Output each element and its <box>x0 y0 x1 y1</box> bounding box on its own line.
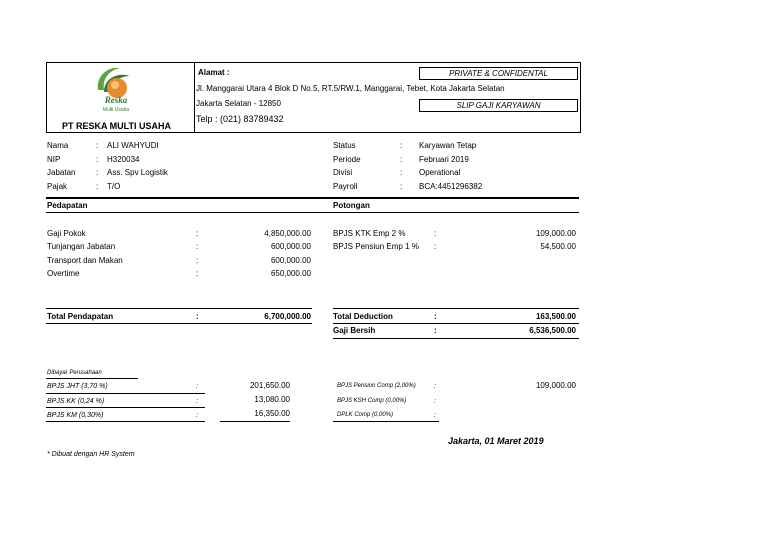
perusahaan-right-label: BPJS Pension Comp (2,00%) <box>337 383 416 389</box>
total-deduction-colon: : <box>434 312 437 321</box>
perusahaan-right-colon: : <box>434 412 436 419</box>
potongan-item-colon: : <box>434 242 437 251</box>
address-line1: Jl. Manggarai Utara 4 Blok D No.5, RT.5/RW.1, Manggarai, Tebet, Kota Jakarta Selatan <box>196 84 505 93</box>
total-pendapatan-value: 6,700,000.00 <box>264 312 311 321</box>
total-pendapatan-label: Total Pendapatan <box>47 312 114 321</box>
perusahaan-row-line <box>46 407 205 408</box>
gaji-bersih-value: 6,536,500.00 <box>529 326 576 335</box>
private-label: PRIVATE & CONFIDENTAL <box>419 67 578 80</box>
potongan-heading: Potongan <box>333 201 370 210</box>
header-top-border <box>46 62 581 63</box>
nip-value: H320034 <box>107 155 140 164</box>
potongan-item-colon: : <box>434 229 437 238</box>
perusahaan-item-value: 201,650.00 <box>249 381 290 390</box>
periode-label: Periode <box>333 155 361 164</box>
total-deduction-topline <box>333 308 579 309</box>
pajak-value: T/O <box>107 182 121 191</box>
company-name: PT RESKA MULTI USAHA <box>62 121 171 131</box>
pendapatan-item-label: Transport dan Makan <box>47 256 123 265</box>
pendapatan-item-value: 600,000.00 <box>270 242 311 251</box>
jabatan-colon: : <box>96 168 99 177</box>
perusahaan-item-colon: : <box>196 398 198 405</box>
address-line2: Jakarta Selatan - 12850 <box>196 99 281 108</box>
footer-note: * Dibuat dengan HR System <box>47 451 135 458</box>
slip-label: SLIP GAJI KARYAWAN <box>419 99 578 112</box>
status-colon: : <box>400 141 403 150</box>
perusahaan-row-line <box>46 421 205 422</box>
status-label: Status <box>333 141 356 150</box>
total-pendapatan-underline <box>46 323 312 324</box>
nip-colon: : <box>96 155 99 164</box>
perusahaan-item-value: 16,350.00 <box>254 409 290 418</box>
nip-label: NIP <box>47 155 61 164</box>
pajak-colon: : <box>96 182 99 191</box>
total-deduction-label: Total Deduction <box>333 312 393 321</box>
pendapatan-item-colon: : <box>196 269 199 278</box>
gaji-bersih-underline <box>333 338 579 339</box>
jabatan-label: Jabatan <box>47 168 76 177</box>
header-left-border <box>46 62 47 132</box>
perusahaan-right-line <box>333 421 439 422</box>
divisi-value: Operational <box>419 168 461 177</box>
payroll-value: BCA:4451296382 <box>419 182 483 191</box>
heading-underline <box>46 212 579 213</box>
total-pendapatan-colon: : <box>196 312 199 321</box>
pendapatan-item-value: 650,000.00 <box>270 269 311 278</box>
total-pendapatan-topline <box>46 308 312 309</box>
pendapatan-item-value: 4,850,000.00 <box>264 229 311 238</box>
perusahaan-row-line <box>46 393 205 394</box>
perusahaan-right-colon: : <box>434 383 436 390</box>
periode-value: Februari 2019 <box>419 155 469 164</box>
perusahaan-item-label: BPJS KK (0,24 %) <box>47 398 105 405</box>
header-bottom-border <box>46 132 581 133</box>
gaji-bersih-colon: : <box>434 326 437 335</box>
payroll-label: Payroll <box>333 182 358 191</box>
perusahaan-right-value: 109,000.00 <box>535 381 576 390</box>
address-label: Alamat : <box>198 68 230 77</box>
pendapatan-item-colon: : <box>196 256 199 265</box>
perusahaan-item-value: 13,080.00 <box>254 395 290 404</box>
perusahaan-right-label: BPJS KSH Comp (0,00%) <box>337 398 407 404</box>
section-divider <box>46 197 579 199</box>
potongan-item-label: BPJS KTK Emp 2 % <box>333 229 406 238</box>
perusahaan-heading: Dibayar Perusahaan <box>47 370 102 376</box>
pajak-label: Pajak <box>47 182 68 191</box>
perusahaan-heading-underline <box>46 378 138 379</box>
header-divider <box>194 62 195 132</box>
perusahaan-item-colon: : <box>196 383 198 390</box>
status-value: Karyawan Tetap <box>419 141 477 150</box>
gaji-bersih-label: Gaji Bersih <box>333 326 376 335</box>
pendapatan-item-colon: : <box>196 242 199 251</box>
pendapatan-item-label: Gaji Pokok <box>47 229 86 238</box>
pendapatan-item-colon: : <box>196 229 199 238</box>
perusahaan-value-line <box>220 421 290 422</box>
jabatan-value: Ass. Spv Logistik <box>107 168 168 177</box>
pendapatan-item-label: Overtime <box>47 269 80 278</box>
perusahaan-item-label: BPJS JHT (3,70 %) <box>47 383 108 390</box>
phone: Telp : (021) 83789432 <box>196 114 284 124</box>
perusahaan-right-colon: : <box>434 398 436 405</box>
potongan-item-value: 54,500.00 <box>540 242 576 251</box>
total-deduction-underline <box>333 323 579 324</box>
potongan-item-label: BPJS Pensiun Emp 1 % <box>333 242 419 251</box>
total-deduction-value: 163,500.00 <box>535 312 576 321</box>
periode-colon: : <box>400 155 403 164</box>
potongan-item-value: 109,000.00 <box>535 229 576 238</box>
perusahaan-item-colon: : <box>196 412 198 419</box>
logo-text: Reska <box>104 95 128 105</box>
pendapatan-item-label: Tunjangan Jabatan <box>47 242 116 251</box>
place-date: Jakarta, 01 Maret 2019 <box>448 436 544 446</box>
name-label: Nama <box>47 141 69 150</box>
header-right-border <box>580 62 581 132</box>
pendapatan-item-value: 600,000.00 <box>270 256 311 265</box>
divisi-colon: : <box>400 168 403 177</box>
name-value: ALI WAHYUDI <box>107 141 159 150</box>
pendapatan-heading: Pedapatan <box>47 201 88 210</box>
perusahaan-right-label: DPLK Comp (0,00%) <box>337 412 394 418</box>
divisi-label: Divisi <box>333 168 353 177</box>
logo-subtext: Multi Usaha <box>102 107 130 113</box>
perusahaan-item-label: BPJS KM (0,30%) <box>47 412 104 419</box>
payroll-colon: : <box>400 182 403 191</box>
name-colon: : <box>96 141 99 150</box>
